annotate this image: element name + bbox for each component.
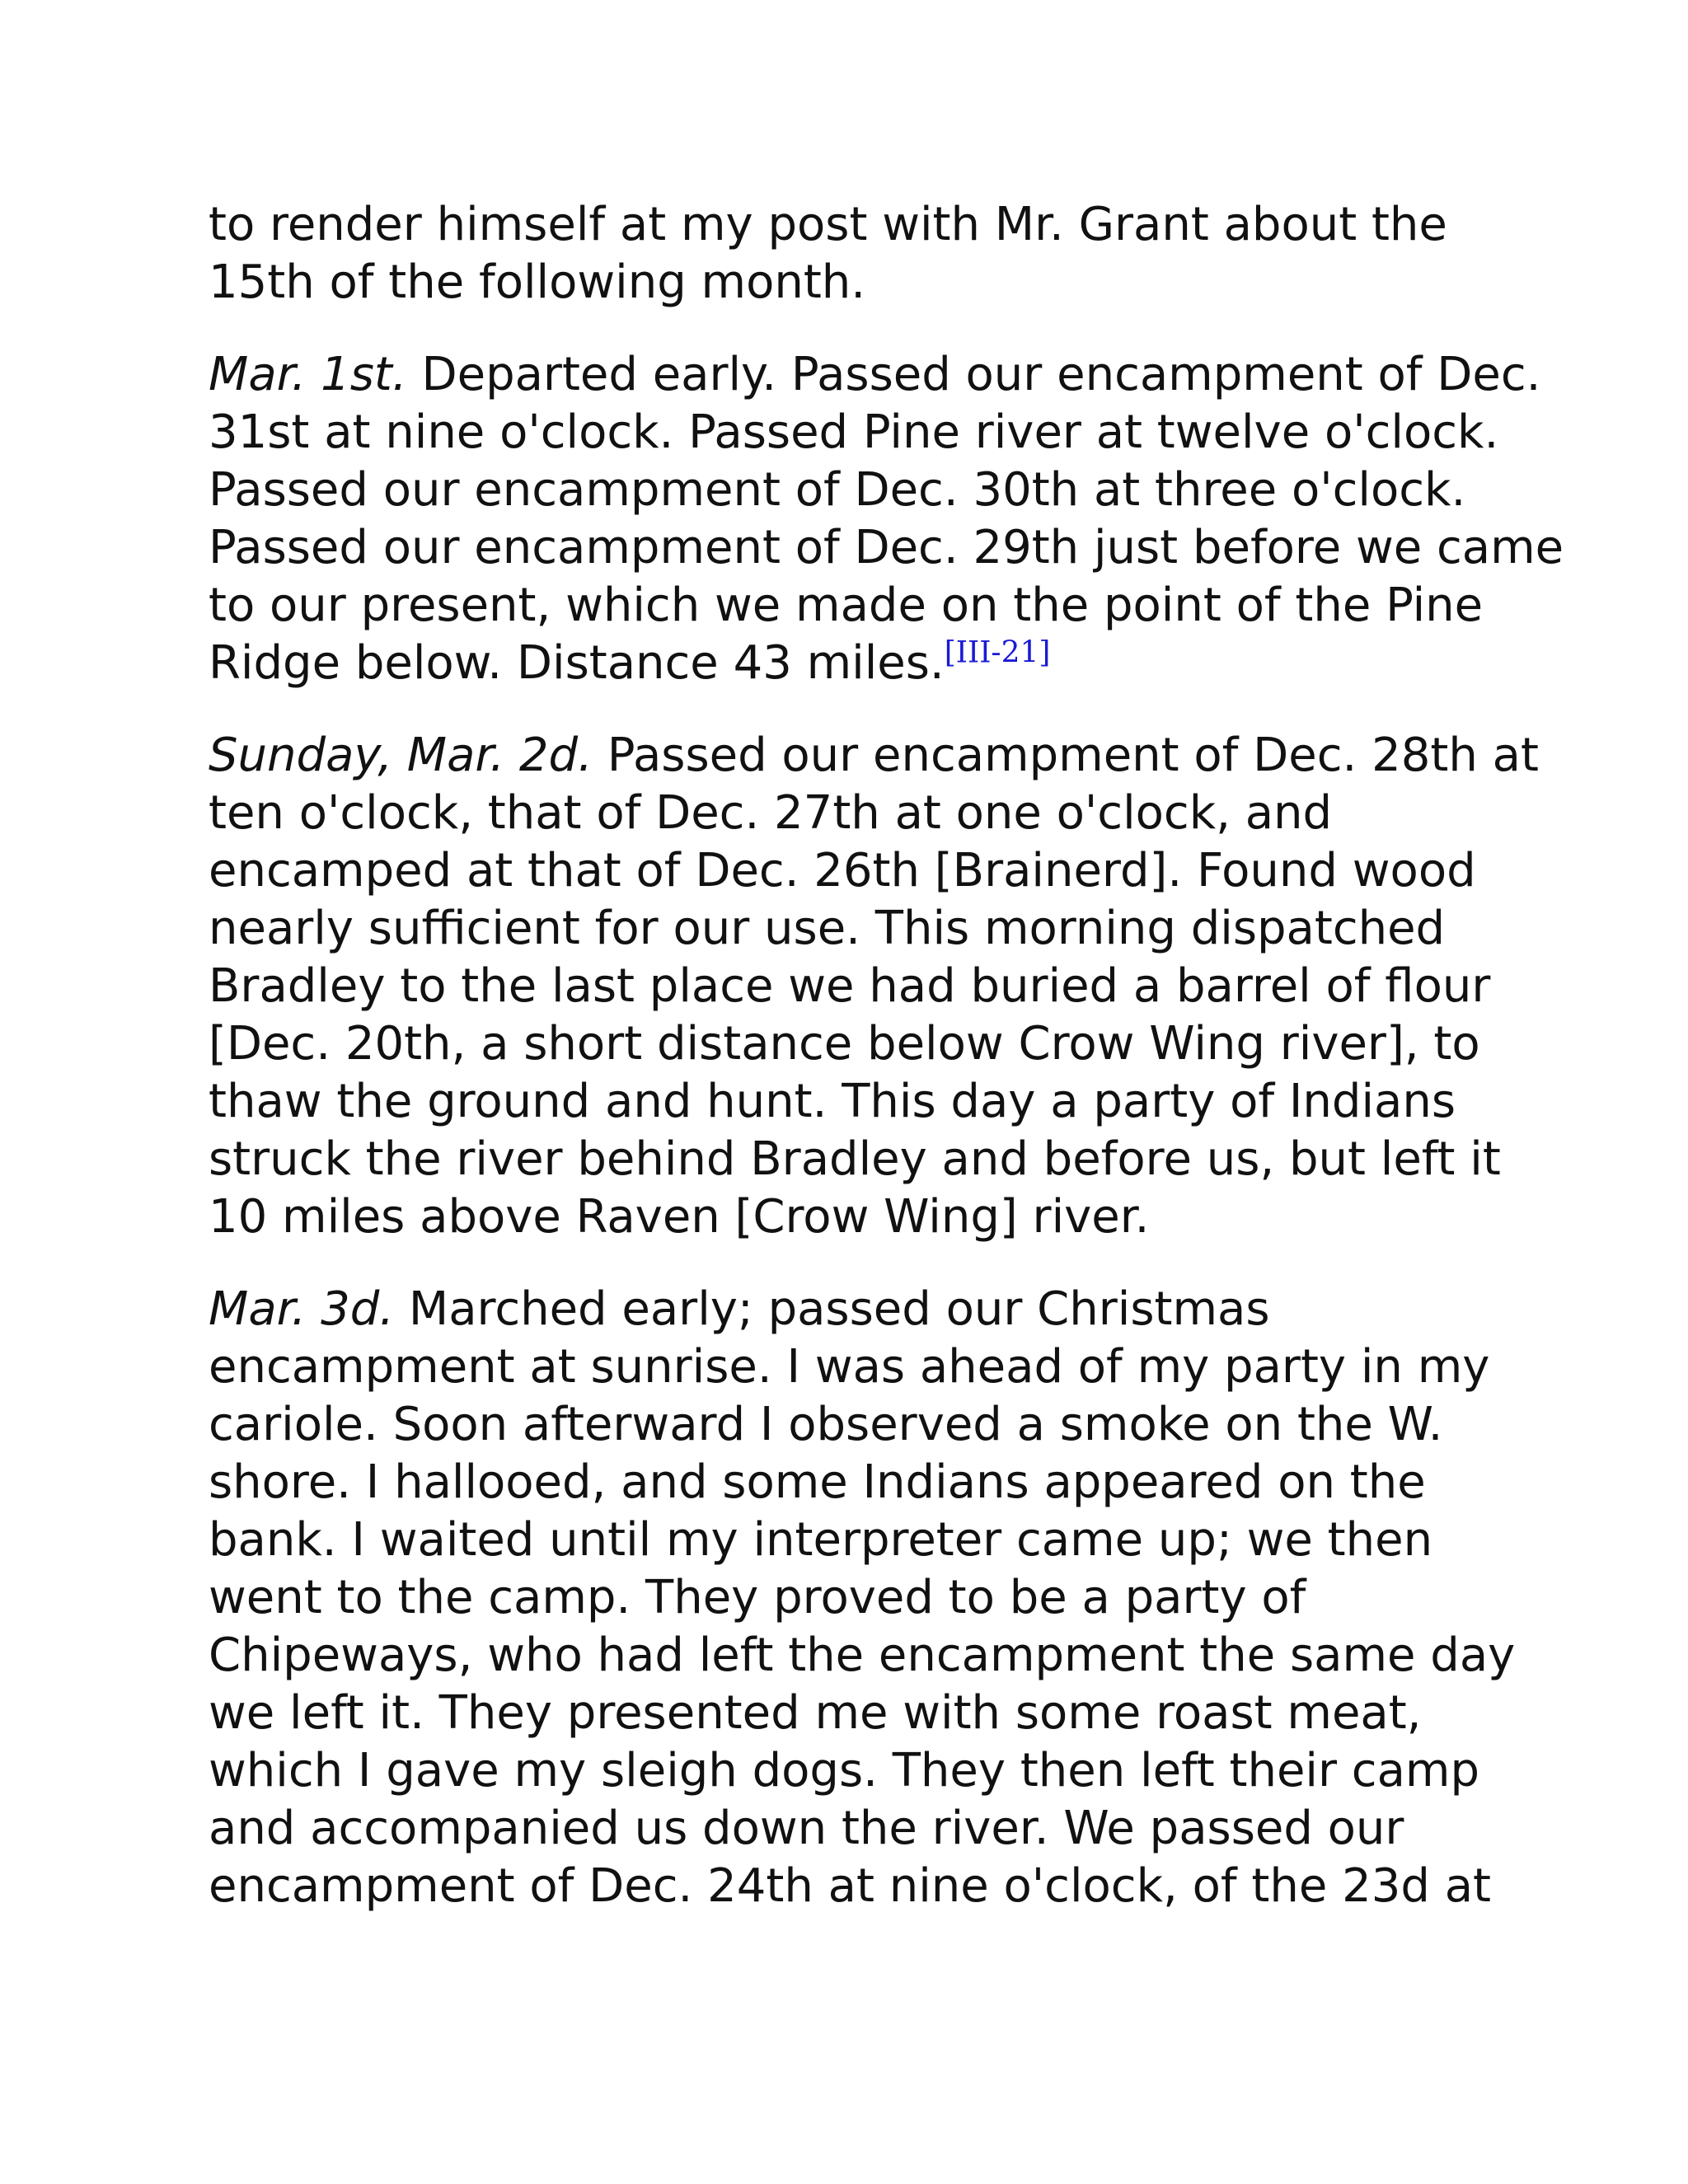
paragraph-continuation bbox=[209, 196, 1478, 312]
text-line bbox=[209, 727, 1539, 785]
text-line: Chipeways, who had left the encampment the same day bbox=[209, 1629, 1516, 1682]
text-line: and accompanied us down the river. We passed our bbox=[209, 1802, 1404, 1855]
text-line bbox=[209, 1281, 1478, 1338]
text-line: cariole. Soon afterward I observed a smoke on the W. bbox=[209, 1398, 1443, 1451]
text-line bbox=[209, 635, 1478, 692]
text-line-body: Ridge below. Distance 43 miles. bbox=[209, 636, 945, 690]
paragraph-mar-3d bbox=[209, 1281, 1516, 1915]
footnote-link[interactable]: [III-21] bbox=[944, 635, 1051, 670]
text-line: we left it. They presented me with some roast meat, bbox=[209, 1686, 1422, 1740]
text-line-rest: Passed our encampment of Dec. 28th at bbox=[592, 729, 1539, 782]
text-line: went to the camp. They proved to be a party of bbox=[209, 1571, 1306, 1624]
text-line: [Dec. 20th, a short distance below Crow Wing river], to bbox=[209, 1017, 1480, 1071]
text-line: struck the river behind Bradley and before us, but left it bbox=[209, 1132, 1501, 1186]
entry-date: Sunday, Mar. 2d. bbox=[209, 729, 593, 782]
text-line: to our present, which we made on the point of the Pine bbox=[209, 579, 1484, 632]
paragraph-mar-2d bbox=[209, 727, 1539, 1246]
text-line: 15th of the following month. bbox=[209, 255, 866, 309]
text-line: to render himself at my post with Mr. Grant about the bbox=[209, 198, 1447, 251]
text-line: Bradley to the last place we had buried a barrel of flour bbox=[209, 959, 1491, 1013]
text-line: Passed our encampment of Dec. 29th just before we came bbox=[209, 521, 1564, 574]
text-line: 10 miles above Raven [Crow Wing] river. bbox=[209, 1190, 1150, 1244]
text-line bbox=[209, 346, 1541, 404]
text-line: bank. I waited until my interpreter came up; we then bbox=[209, 1513, 1433, 1567]
text-line: Passed our encampment of Dec. 30th at three o'clock. bbox=[209, 463, 1466, 517]
document-body bbox=[209, 196, 1564, 1950]
paragraph-mar-1st bbox=[209, 346, 1564, 692]
text-line: thaw the ground and hunt. This day a party of Indians bbox=[209, 1075, 1456, 1128]
text-line-rest: Marched early; passed our Christmas bbox=[394, 1282, 1270, 1336]
text-line: which I gave my sleigh dogs. They then left their camp bbox=[209, 1744, 1479, 1797]
entry-date: Mar. 3d. bbox=[209, 1282, 395, 1336]
text-line: nearly sufficient for our use. This morning dispatched bbox=[209, 902, 1446, 955]
text-line: encampment of Dec. 24th at nine o'clock, of the 23d at bbox=[209, 1859, 1491, 1913]
text-line: encampment at sunrise. I was ahead of my party in my bbox=[209, 1340, 1490, 1394]
text-line: 31st at nine o'clock. Passed Pine river at twelve o'clock. bbox=[209, 405, 1499, 459]
text-line: encamped at that of Dec. 26th [Brainerd]. Found wood bbox=[209, 844, 1476, 898]
text-line: shore. I hallooed, and some Indians appeared on the bbox=[209, 1455, 1426, 1509]
entry-date: Mar. 1st. bbox=[209, 348, 407, 401]
text-line-rest: Departed early. Passed our encampment of Dec. bbox=[406, 348, 1541, 401]
text-line: ten o'clock, that of Dec. 27th at one o'clock, and bbox=[209, 786, 1333, 840]
